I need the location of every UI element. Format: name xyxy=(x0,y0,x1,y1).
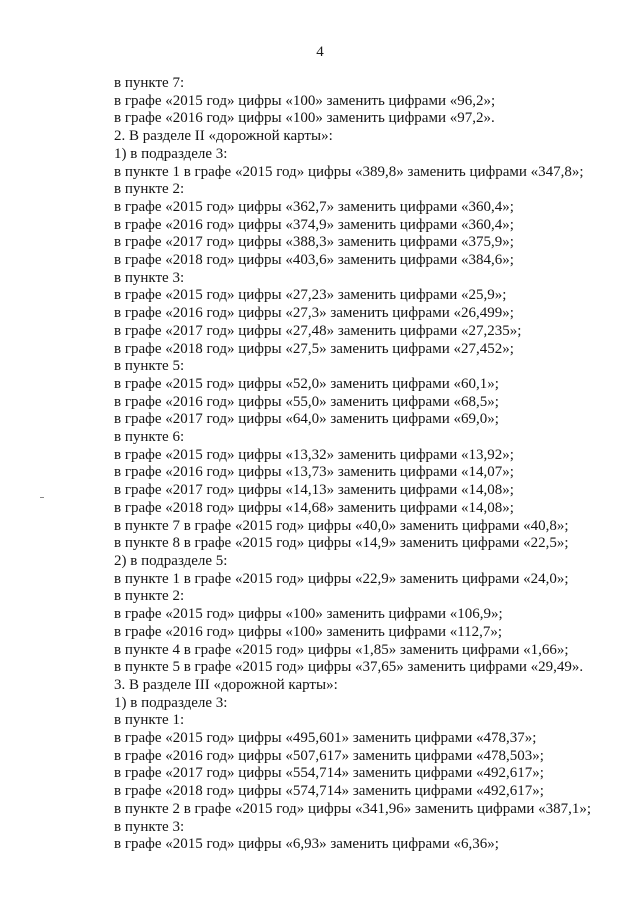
text-line: в графе «2018 год» цифры «27,5» заменить цифрами «27,452»; xyxy=(114,340,514,357)
document-body xyxy=(114,75,614,854)
text-line: в графе «2015 год» цифры «13,32» заменить цифрами «13,92»; xyxy=(114,446,514,463)
text-line: в графе «2015 год» цифры «100» заменить цифрами «96,2»; xyxy=(114,92,496,109)
text-line: в графе «2016 год» цифры «507,617» заменить цифрами «478,503»; xyxy=(114,747,544,764)
text-line: в пункте 7: xyxy=(114,75,185,91)
text-line: в графе «2017 год» цифры «27,48» заменить цифрами «27,235»; xyxy=(114,322,522,339)
text-line: в графе «2015 год» цифры «495,601» заменить цифрами «478,37»; xyxy=(114,730,537,747)
text-line: в пункте 3: xyxy=(114,818,185,835)
text-line: в пункте 2: xyxy=(114,181,185,198)
text-line: в графе «2017 год» цифры «554,714» заменить цифрами «492,617»; xyxy=(114,765,544,782)
text-line: в графе «2018 год» цифры «14,68» заменить цифрами «14,08»; xyxy=(114,499,514,516)
text-line: в графе «2016 год» цифры «100» заменить цифрами «112,7»; xyxy=(114,623,503,640)
text-line: в графе «2015 год» цифры «27,23» заменить цифрами «25,9»; xyxy=(114,287,507,304)
text-line: в пункте 2: xyxy=(114,588,185,605)
margin-mark xyxy=(40,497,44,498)
text-line: в графе «2015 год» цифры «52,0» заменить цифрами «60,1»; xyxy=(114,375,499,392)
text-line: в графе «2017 год» цифры «14,13» заменить цифрами «14,08»; xyxy=(114,482,514,499)
text-line: в пункте 1: xyxy=(114,712,185,729)
text-line: 2) в подразделе 5: xyxy=(114,552,228,569)
text-line: в графе «2017 год» цифры «388,3» заменить цифрами «375,9»; xyxy=(114,234,514,251)
text-line: в пункте 2 в графе «2015 год» цифры «341,96» заменить цифрами «387,1»; xyxy=(114,800,592,817)
text-line: в графе «2016 год» цифры «55,0» заменить цифрами «68,5»; xyxy=(114,393,499,410)
text-line: в графе «2015 год» цифры «100» заменить цифрами «106,9»; xyxy=(114,606,503,623)
text-line: в пункте 7 в графе «2015 год» цифры «40,0» заменить цифрами «40,8»; xyxy=(114,517,569,534)
text-line: в графе «2017 год» цифры «64,0» заменить цифрами «69,0»; xyxy=(114,411,499,428)
text-line: в графе «2018 год» цифры «574,714» заменить цифрами «492,617»; xyxy=(114,783,544,800)
text-line: в графе «2016 год» цифры «100» заменить цифрами «97,2». xyxy=(114,110,495,127)
text-line: в пункте 5: xyxy=(114,358,185,375)
page-number: 4 xyxy=(316,44,324,60)
text-line: в графе «2016 год» цифры «13,73» заменить цифрами «14,07»; xyxy=(114,464,514,481)
text-line: в пункте 4 в графе «2015 год» цифры «1,85» заменить цифрами «1,66»; xyxy=(114,641,569,658)
text-line: в пункте 3: xyxy=(114,269,185,286)
text-line: 1) в подразделе 3: xyxy=(114,694,228,711)
text-line: в пункте 6: xyxy=(114,429,185,446)
text-line: 2. В разделе II «дорожной карты»: xyxy=(114,128,333,145)
text-line: в графе «2016 год» цифры «27,3» заменить цифрами «26,499»; xyxy=(114,305,514,322)
text-line: в графе «2016 год» цифры «374,9» заменить цифрами «360,4»; xyxy=(114,216,514,233)
text-line: в пункте 1 в графе «2015 год» цифры «22,9» заменить цифрами «24,0»; xyxy=(114,570,569,587)
text-line: в пункте 5 в графе «2015 год» цифры «37,65» заменить цифрами «29,49». xyxy=(114,659,584,676)
text-line: в графе «2018 год» цифры «403,6» заменить цифрами «384,6»; xyxy=(114,252,514,269)
text-line: в пункте 8 в графе «2015 год» цифры «14,9» заменить цифрами «22,5»; xyxy=(114,535,569,552)
text-line: 3. В разделе III «дорожной карты»: xyxy=(114,676,338,693)
text-line: в графе «2015 год» цифры «6,93» заменить цифрами «6,36»; xyxy=(114,836,499,853)
text-line: в графе «2015 год» цифры «362,7» заменить цифрами «360,4»; xyxy=(114,198,514,215)
text-line: 1) в подразделе 3: xyxy=(114,145,228,162)
text-line: в пункте 1 в графе «2015 год» цифры «389,8» заменить цифрами «347,8»; xyxy=(114,163,584,180)
